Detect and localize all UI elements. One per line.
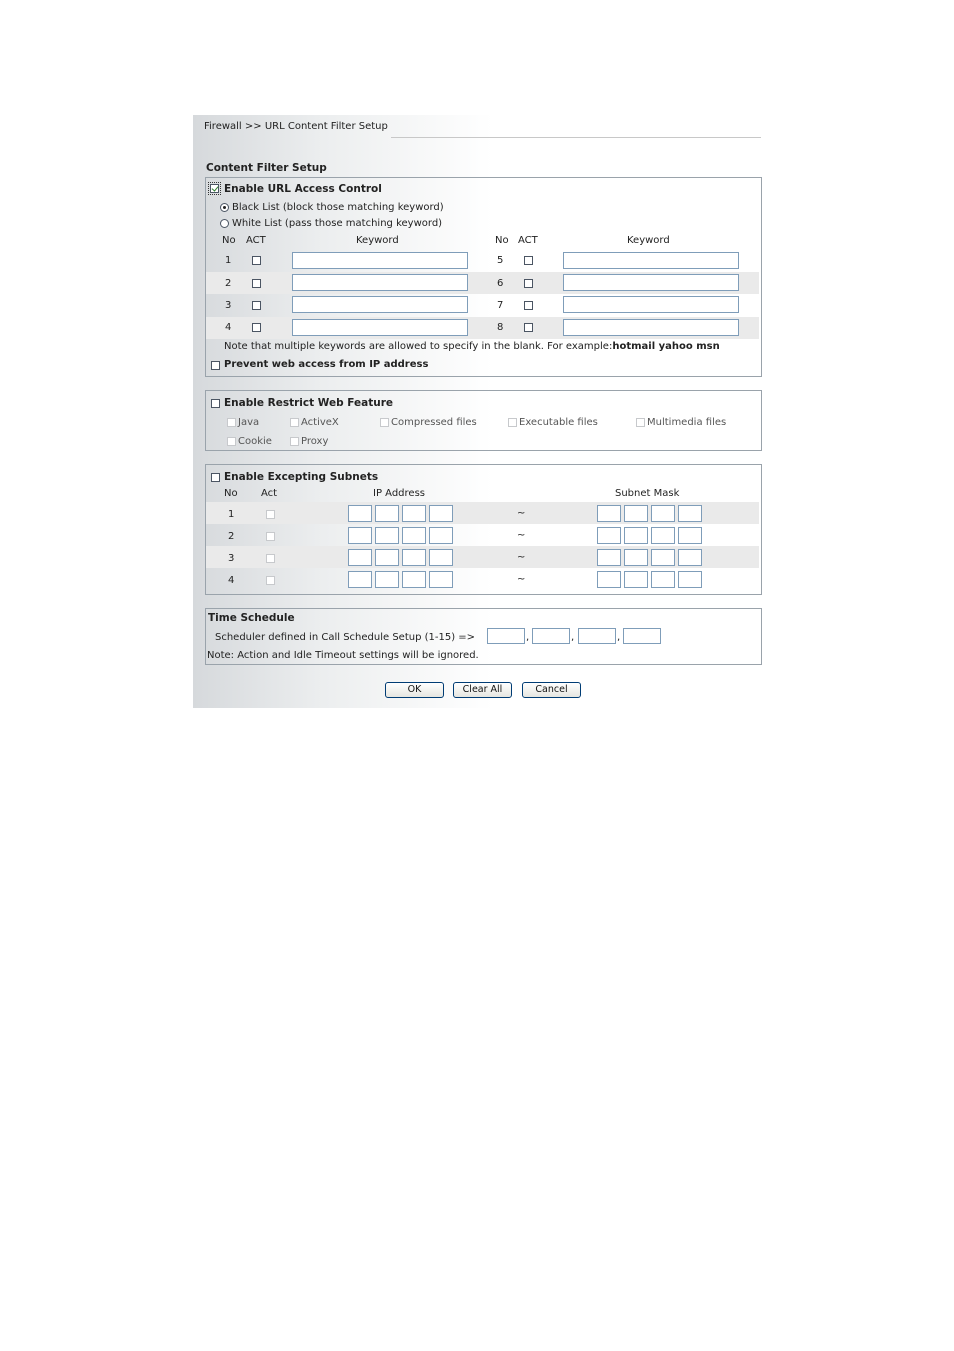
keyword-act-checkbox-6[interactable] <box>524 279 533 288</box>
restrict-web-box <box>205 390 762 451</box>
url-access-box <box>205 177 762 377</box>
header-keyword-left: Keyword <box>356 235 399 246</box>
header-keyword-right: Keyword <box>627 235 670 246</box>
time-schedule-title: Time Schedule <box>208 612 295 624</box>
enable-excepting-subnets-label: Enable Excepting Subnets <box>224 471 379 483</box>
subnet-header-no: No <box>224 488 238 499</box>
subnet-ip-octet[interactable] <box>402 527 426 544</box>
subnet-ip-octet[interactable] <box>375 549 399 566</box>
row-number: 8 <box>497 322 504 333</box>
white-list-radio[interactable] <box>220 219 229 228</box>
java-label: Java <box>238 417 260 428</box>
executable-files-checkbox[interactable] <box>508 418 517 427</box>
keyword-input-7[interactable] <box>563 296 739 313</box>
keyword-input-6[interactable] <box>563 274 739 291</box>
subnet-mask-octet[interactable] <box>597 527 621 544</box>
cookie-checkbox[interactable] <box>227 437 236 446</box>
enable-restrict-web-label: Enable Restrict Web Feature <box>224 397 394 409</box>
subnet-ip-octet[interactable] <box>375 505 399 522</box>
subnet-ip-octet[interactable] <box>348 505 372 522</box>
range-separator: ~ <box>517 552 526 563</box>
enable-url-access-label: Enable URL Access Control <box>224 183 382 195</box>
subnet-mask-octet[interactable] <box>624 527 648 544</box>
subnet-header-ip: IP Address <box>373 488 425 499</box>
row-number: 7 <box>497 300 504 311</box>
subnet-mask-octet[interactable] <box>651 527 675 544</box>
clear-all-button[interactable]: Clear All <box>453 682 512 698</box>
subnet-mask-octet[interactable] <box>678 571 702 588</box>
keyword-act-checkbox-5[interactable] <box>524 256 533 265</box>
activex-label: ActiveX <box>301 417 339 428</box>
subnet-ip-octet[interactable] <box>375 571 399 588</box>
schedule-input-3[interactable] <box>578 628 616 644</box>
schedule-comma: , <box>526 632 530 643</box>
prevent-ip-checkbox[interactable] <box>211 361 220 370</box>
excepting-subnets-box <box>205 464 762 595</box>
proxy-label: Proxy <box>301 436 329 447</box>
subnet-mask-octet[interactable] <box>651 571 675 588</box>
range-separator: ~ <box>517 530 526 541</box>
cancel-button[interactable]: Cancel <box>522 682 581 698</box>
subnet-row-number: 3 <box>228 553 235 564</box>
schedule-input-4[interactable] <box>623 628 661 644</box>
content-filter-panel <box>193 115 763 708</box>
schedule-comma: , <box>571 632 575 643</box>
multimedia-files-label: Multimedia files <box>647 417 727 428</box>
subnet-act-checkbox-1[interactable] <box>266 510 275 519</box>
subnet-act-checkbox-2[interactable] <box>266 532 275 541</box>
subnet-act-checkbox-3[interactable] <box>266 554 275 563</box>
keyword-input-1[interactable] <box>292 252 468 269</box>
section-title: Content Filter Setup <box>206 162 327 174</box>
subnet-mask-octet[interactable] <box>678 505 702 522</box>
range-separator: ~ <box>517 508 526 519</box>
java-checkbox[interactable] <box>227 418 236 427</box>
subnet-ip-octet[interactable] <box>402 549 426 566</box>
subnet-ip-octet[interactable] <box>402 505 426 522</box>
subnet-mask-octet[interactable] <box>597 571 621 588</box>
subnet-mask-octet[interactable] <box>651 549 675 566</box>
keyword-input-5[interactable] <box>563 252 739 269</box>
keyword-input-4[interactable] <box>292 319 468 336</box>
header-no-left: No <box>222 235 236 246</box>
header-act-left: ACT <box>246 235 266 246</box>
subnet-ip-octet[interactable] <box>348 527 372 544</box>
row-number: 3 <box>225 300 232 311</box>
range-separator: ~ <box>517 574 526 585</box>
subnet-ip-octet[interactable] <box>429 549 453 566</box>
compressed-files-label: Compressed files <box>391 417 477 428</box>
header-act-right: ACT <box>518 235 538 246</box>
ok-button[interactable]: OK <box>385 682 444 698</box>
cookie-label: Cookie <box>238 436 272 447</box>
black-list-radio[interactable] <box>220 203 229 212</box>
black-list-label: Black List (block those matching keyword) <box>232 202 444 213</box>
header-no-right: No <box>495 235 509 246</box>
breadcrumb: Firewall >> URL Content Filter Setup <box>204 121 388 132</box>
subnet-header-mask: Subnet Mask <box>615 488 680 499</box>
subnet-act-checkbox-4[interactable] <box>266 576 275 585</box>
subnet-ip-octet[interactable] <box>348 549 372 566</box>
row-number: 1 <box>225 255 232 266</box>
keyword-act-checkbox-2[interactable] <box>252 279 261 288</box>
schedule-input-1[interactable] <box>487 628 525 644</box>
subnet-mask-octet[interactable] <box>624 549 648 566</box>
schedule-input-2[interactable] <box>532 628 570 644</box>
subnet-header-act: Act <box>261 488 278 499</box>
keyword-act-checkbox-4[interactable] <box>252 323 261 332</box>
enable-excepting-subnets-checkbox[interactable] <box>211 473 220 482</box>
keyword-input-2[interactable] <box>292 274 468 291</box>
row-number: 4 <box>225 322 232 333</box>
subnet-mask-octet[interactable] <box>678 527 702 544</box>
keyword-act-checkbox-7[interactable] <box>524 301 533 310</box>
keyword-act-checkbox-8[interactable] <box>524 323 533 332</box>
proxy-checkbox[interactable] <box>290 437 299 446</box>
activex-checkbox[interactable] <box>290 418 299 427</box>
row-number: 6 <box>497 278 504 289</box>
schedule-comma: , <box>617 632 621 643</box>
subnet-mask-octet[interactable] <box>651 505 675 522</box>
keyword-note-text: Note that multiple keywords are allowed to specify in the blank. For example: <box>224 341 613 352</box>
enable-restrict-web-checkbox[interactable] <box>211 399 220 408</box>
prevent-ip-label: Prevent web access from IP address <box>224 359 429 370</box>
subnet-row-number: 2 <box>228 531 235 542</box>
keyword-note <box>224 341 720 352</box>
subnet-ip-octet[interactable] <box>375 527 399 544</box>
time-schedule-note: Note: Action and Idle Timeout settings will be ignored. <box>207 650 479 661</box>
multimedia-files-checkbox[interactable] <box>636 418 645 427</box>
subnet-mask-octet[interactable] <box>624 505 648 522</box>
row-number: 2 <box>225 278 232 289</box>
subnet-mask-octet[interactable] <box>597 549 621 566</box>
title-divider <box>391 137 761 138</box>
executable-files-label: Executable files <box>519 417 598 428</box>
subnet-ip-octet[interactable] <box>429 505 453 522</box>
subnet-row-band <box>206 546 759 568</box>
keyword-input-8[interactable] <box>563 319 739 336</box>
row-number: 5 <box>497 255 504 266</box>
time-schedule-box <box>205 608 762 665</box>
white-list-label: White List (pass those matching keyword) <box>232 218 443 229</box>
subnet-mask-octet[interactable] <box>624 571 648 588</box>
compressed-files-checkbox[interactable] <box>380 418 389 427</box>
keyword-note-example: hotmail yahoo msn <box>612 341 720 352</box>
subnet-row-number: 1 <box>228 509 235 520</box>
keyword-input-3[interactable] <box>292 296 468 313</box>
enable-url-access-checkbox[interactable] <box>210 184 219 193</box>
subnet-row-band <box>206 502 759 524</box>
subnet-ip-octet[interactable] <box>429 527 453 544</box>
keyword-act-checkbox-1[interactable] <box>252 256 261 265</box>
subnet-mask-octet[interactable] <box>678 549 702 566</box>
subnet-ip-octet[interactable] <box>429 571 453 588</box>
subnet-mask-octet[interactable] <box>597 505 621 522</box>
keyword-act-checkbox-3[interactable] <box>252 301 261 310</box>
subnet-ip-octet[interactable] <box>348 571 372 588</box>
subnet-row-number: 4 <box>228 575 235 586</box>
scheduler-label: Scheduler defined in Call Schedule Setup (1-15) => <box>215 632 476 643</box>
subnet-ip-octet[interactable] <box>402 571 426 588</box>
